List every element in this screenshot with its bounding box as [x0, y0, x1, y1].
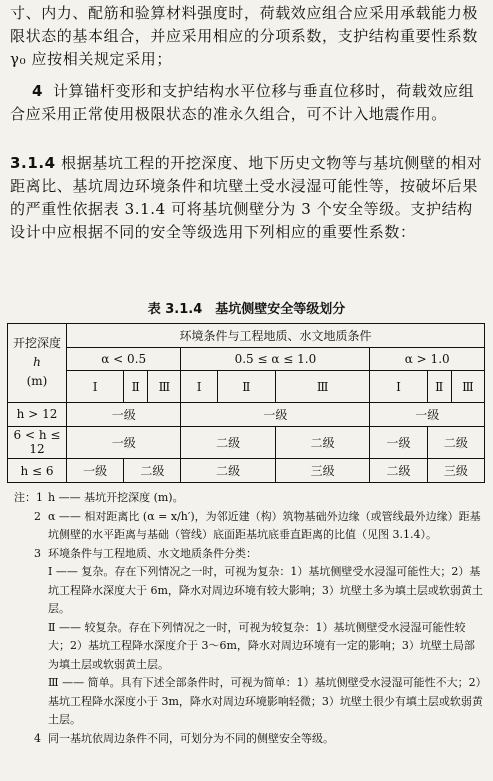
depth-cell: h ≤ 6: [8, 459, 67, 483]
condition-class: Ⅲ: [275, 371, 370, 403]
depth-header-unit: (m): [26, 374, 48, 389]
note-3-class-1: Ⅰ —— 复杂。存在下列情况之一时，可视为复杂：1）基坑侧壁受水浸湿可能性大；2）基坑工程降水深度大于 6m，降水对周边环境有较大影响；3）坑壁土多为填土层或软弱黄土层。: [48, 565, 483, 615]
note-3: [14, 545, 484, 564]
condition-class: Ⅱ: [217, 371, 275, 403]
paragraph-text: 根据基坑工程的开挖深度、地下历史文物等与基坑侧壁的相对距离比、基坑周边环境条件和坑壁土受水浸湿可能性等，按破坏后果的严重性依据表 3.1.4 可将基坑侧壁分为 3 个安全等级。支护结构设计中应根据不同的安全等级选用下列相应的重要性系数：: [10, 154, 483, 241]
depth-header-line: 开挖深度: [12, 336, 61, 351]
grade-cell: 二级: [370, 459, 427, 483]
note-number: 4: [34, 731, 41, 745]
table-row: [8, 426, 485, 459]
note-text: h —— 基坑开挖深度 (m)。: [48, 491, 184, 504]
item-number: 4: [32, 82, 44, 100]
note-4: [14, 730, 484, 749]
grade-cell: 一级: [370, 426, 427, 459]
grade-cell: 一级: [67, 426, 181, 459]
note-1: [14, 489, 484, 508]
note-2: [14, 508, 484, 545]
notes-label: 注：1: [14, 491, 43, 504]
table-row: [8, 402, 485, 426]
note-3-class-2: Ⅱ —— 较复杂。存在下列情况之一时，可视为较复杂：1）基坑侧壁受水浸湿可能性较大；2）基坑工程降水深度介于 3～6m，降水对周边环境有一定的影响；3）坑壁土局部为填土层或软弱黄土层。: [48, 620, 475, 671]
condition-class: Ⅰ: [370, 371, 427, 403]
condition-class: Ⅲ: [148, 371, 181, 403]
condition-class: Ⅰ: [67, 371, 124, 403]
grade-cell: 二级: [124, 459, 181, 483]
grade-cell: 二级: [181, 426, 275, 459]
clause-number: 3.1.4: [10, 154, 56, 172]
paragraph-text: 计算锚杆变形和支护结构水平位移与垂直位移时，荷载效应组合应采用正常使用极限状态的准永久组合，可不计入地震作用。: [10, 82, 475, 123]
paragraph-text: 寸、内力、配筋和验算材料强度时，荷载效应组合应采用承载能力极限状态的基本组合，并应采用相应的分项系数，支护结构重要性系数 γ₀ 应按相关规定采用；: [10, 4, 479, 68]
env-header: 环境条件与工程地质、水文地质条件: [67, 324, 485, 348]
grade-cell: 二级: [427, 426, 484, 459]
condition-class: Ⅲ: [451, 371, 484, 403]
grade-cell: 一级: [67, 402, 181, 426]
grade-cell: 一级: [181, 402, 370, 426]
safety-grade-table: [7, 323, 485, 483]
note-text: 同一基坑依周边条件不同，可划分为不同的侧壁安全等级。: [48, 731, 334, 745]
paragraph-item-4: [10, 80, 484, 126]
alpha-group-header: α > 1.0: [370, 347, 485, 371]
depth-header-symbol: h: [33, 355, 41, 370]
note-number: 2: [34, 509, 41, 523]
grade-cell: 一级: [370, 402, 485, 426]
grade-cell: 二级: [181, 459, 275, 483]
table-title: 表 3.1.4 基坑侧壁安全等级划分: [147, 302, 346, 317]
note-text: α —— 相对距离比 (α = x/h′)，为邻近建（构）筑物基础外边缘（或管线最外边缘）距基坑侧壁的水平距离与基础（管线）底面距基坑底垂直距离的比值（见图 3.1.4）。: [48, 509, 481, 541]
grade-cell: 二级: [275, 426, 370, 459]
condition-class: Ⅰ: [181, 371, 217, 403]
note-text: 环境条件与工程地质、水文地质条件分类：: [48, 546, 257, 560]
note-number: 3: [34, 546, 41, 560]
alpha-group-header: 0.5 ≤ α ≤ 1.0: [181, 347, 370, 371]
table-notes: [14, 489, 484, 748]
grade-cell: 三级: [275, 459, 370, 483]
grade-cell: 一级: [67, 459, 124, 483]
paragraph-continuation: [10, 2, 484, 71]
table-row: [8, 459, 485, 483]
depth-cell: h > 12: [8, 402, 67, 426]
condition-class: Ⅱ: [427, 371, 451, 403]
depth-cell: 6 < h ≤ 12: [8, 426, 67, 459]
condition-class: Ⅱ: [124, 371, 148, 403]
depth-header: [8, 324, 67, 403]
note-3-class-3: Ⅲ —— 简单。具有下述全部条件时，可视为简单：1）基坑侧壁受水浸湿可能性不大；2）基坑工程降水深度小于 3m，降水对周边环境影响轻微；3）坑壁土很少有填土层或软弱黄土层。: [48, 676, 483, 726]
clause-3-1-4: [10, 152, 484, 244]
grade-cell: 三级: [427, 459, 484, 483]
alpha-group-header: α < 0.5: [67, 347, 181, 371]
